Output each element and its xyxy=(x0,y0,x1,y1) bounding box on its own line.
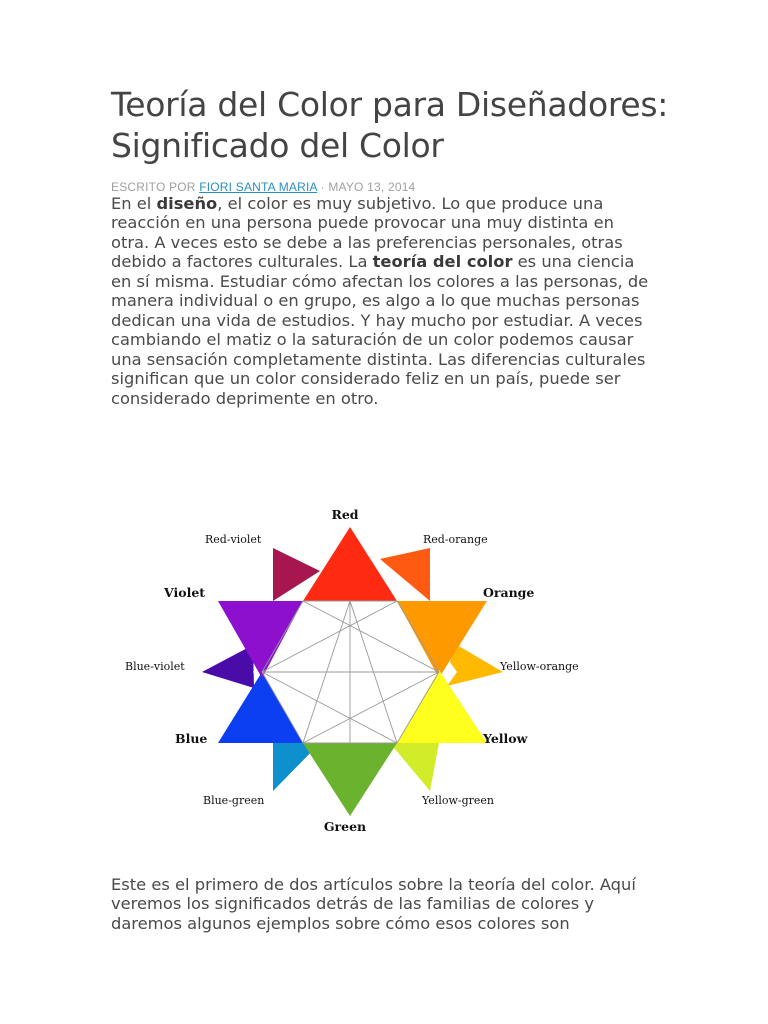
intro-text-1: En el xyxy=(111,194,157,213)
intro-text-3: es una ciencia en sí misma. Estudiar cómo afectan los colores a las personas, de manera individual o en grupo, es algo a lo que muchas personas dedican una vida de estudios. Y hay mucho por estudiar. A veces cambiando el matiz o la saturación de un color podemos causar una sensación completamente distinta. Las diferencias culturales significan que un color considerado feliz en un país, puede ser considerado deprimente en otro. xyxy=(111,252,649,408)
meta-separator: · xyxy=(317,180,329,194)
publish-date: MAYO 13, 2014 xyxy=(328,180,416,194)
label-red-orange: Red-orange xyxy=(423,533,488,546)
label-blue: Blue xyxy=(175,731,208,746)
diseno-bold: diseño xyxy=(156,194,218,213)
title-line-2: Significado del Color xyxy=(111,126,444,165)
title-line-1: Teoría del Color para Diseñadores: xyxy=(111,85,669,124)
yellow-green-triangle xyxy=(390,743,439,791)
label-red: Red xyxy=(331,507,359,522)
red-triangle xyxy=(303,527,397,601)
blue-violet-triangle xyxy=(202,645,254,688)
label-yellow: Yellow xyxy=(483,731,528,746)
second-paragraph: Este es el primero de dos artículos sobre la teoría del color. Aquí veremos los significados detrás de las familias de colores y daremos algunos ejemplos sobre cómo esos colores son xyxy=(111,875,636,933)
label-blue-violet: Blue-violet xyxy=(125,660,185,673)
meta-prefix: ESCRITO POR xyxy=(111,180,200,194)
green-triangle xyxy=(303,743,397,816)
label-yellow-green: Yellow-green xyxy=(422,794,495,807)
author-link[interactable]: FIORI SANTA MARIA xyxy=(199,180,318,194)
label-orange: Orange xyxy=(483,585,535,600)
article-meta xyxy=(111,180,415,194)
label-yellow-orange: Yellow-orange xyxy=(500,660,579,673)
intro-text-2: , el color es muy subjetivo. Lo que produce una reacción en una persona puede provocar una muy distinta en otra. A veces esto se debe a las preferencias personales, otras debido a factores culturales. La xyxy=(111,194,623,272)
color-wheel-diagram xyxy=(110,500,580,840)
intro-paragraph xyxy=(111,194,651,408)
label-blue-green: Blue-green xyxy=(203,794,265,807)
article-title xyxy=(111,84,711,166)
label-green: Green xyxy=(323,819,367,834)
label-violet: Violet xyxy=(164,585,206,600)
label-red-violet: Red-violet xyxy=(205,533,262,546)
teoria-del-color-bold: teoría del color xyxy=(372,252,513,272)
